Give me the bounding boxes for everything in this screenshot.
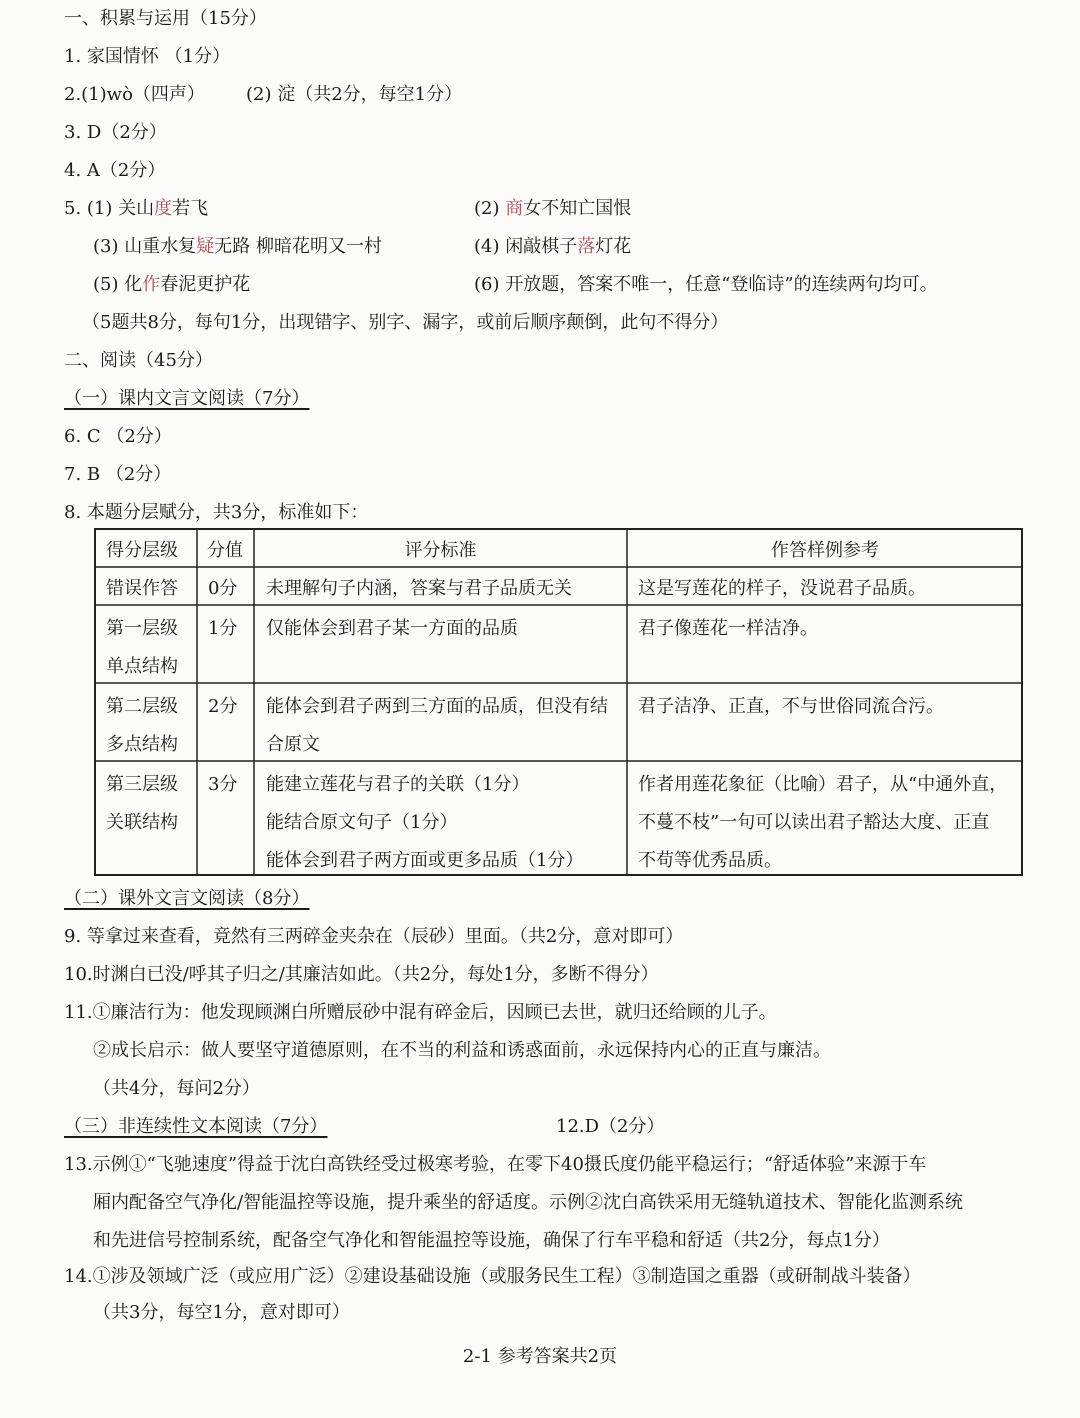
answer-q1: 1. 家国情怀 （1分） bbox=[64, 46, 231, 67]
table-cell-score: 3分 bbox=[208, 774, 238, 795]
table-cell-score: 2分 bbox=[208, 696, 238, 717]
answer-q8-intro: 8. 本题分层赋分，共3分，标准如下： bbox=[64, 502, 369, 523]
answer-q5-item1: 5. (1) 关山度若飞 bbox=[64, 198, 209, 219]
answer-q5-item4: (4) 闲敲棋子落灯花 bbox=[474, 236, 632, 257]
answer-q11-note: （共4分，每问2分） bbox=[93, 1078, 260, 1099]
table-header-level: 得分层级 bbox=[106, 540, 178, 561]
page-footer: 2-1 参考答案共2页 bbox=[462, 1346, 618, 1367]
answer-q14-note: （共3分，每空1分，意对即可） bbox=[93, 1302, 350, 1323]
answer-q3: 3. D（2分） bbox=[64, 122, 167, 143]
answer-q6: 6. C （2分） bbox=[64, 426, 172, 447]
answer-q5-item6: (6) 开放题，答案不唯一，任意“登临诗”的连续两句均可。 bbox=[474, 274, 938, 295]
answer-q9: 9. 等拿过来查看，竟然有三两碎金夹杂在（辰砂）里面。（共2分，意对即可） bbox=[64, 926, 684, 947]
table-header-criteria: 评分标准 bbox=[404, 540, 477, 561]
table-cell-level: 多点结构 bbox=[106, 734, 178, 755]
answer-q2-part1: 2.(1)wò（四声） bbox=[64, 84, 205, 105]
table-cell-sample: 这是写莲花的样子，没说君子品质。 bbox=[638, 578, 926, 599]
answer-q5-item2: (2) 商女不知亡国恨 bbox=[474, 198, 632, 219]
table-cell-level: 单点结构 bbox=[106, 656, 178, 677]
answer-q13-line3: 和先进信号控制系统，配备空气净化和智能温控等设施，确保了行车平稳和舒适（共2分，每点1分） bbox=[93, 1230, 890, 1251]
answer-q11-line2: ②成长启示：做人要坚守道德原则，在不当的利益和诱惑面前，永远保持内心的正直与廉洁。 bbox=[93, 1040, 831, 1061]
scoring-table bbox=[94, 528, 1023, 876]
table-header-score: 分值 bbox=[207, 540, 243, 561]
table-cell-sample: 不蔓不枝”一句可以读出君子豁达大度、正直 bbox=[638, 812, 990, 833]
answer-q5-note: （5题共8分，每句1分，出现错字、别字、漏字，或前后顺序颠倒，此句不得分） bbox=[82, 312, 729, 333]
table-cell-level: 第三层级 bbox=[106, 774, 178, 795]
answer-q5-item5: (5) 化作春泥更护花 bbox=[93, 274, 251, 295]
answer-q7: 7. B （2分） bbox=[64, 464, 172, 485]
table-cell-sample: 君子洁净、正直，不与世俗同流合污。 bbox=[638, 696, 944, 717]
correction-mark: 疑 bbox=[196, 236, 215, 257]
correction-mark: 商 bbox=[505, 198, 524, 219]
answer-q13-line2: 厢内配备空气净化/智能温控等设施，提升乘坐的舒适度。示例②沈白高铁采用无缝轨道技术、智能化监测系统 bbox=[93, 1192, 964, 1213]
table-cell-criteria: 能结合原文句子（1分） bbox=[266, 812, 458, 833]
answer-q4: 4. A（2分） bbox=[64, 160, 166, 181]
table-cell-score: 1分 bbox=[208, 618, 238, 639]
answer-q14-line1: 14.①涉及领域广泛（或应用广泛）②建设基础设施（或服务民生工程）③制造国之重器（或研制战斗装备） bbox=[64, 1266, 921, 1287]
table-cell-level: 第一层级 bbox=[106, 618, 178, 639]
section1-title: 一、积累与运用（15分） bbox=[64, 8, 267, 29]
part2-title: （二）课外文言文阅读（8分） bbox=[64, 888, 310, 909]
table-cell-sample: 不苟等优秀品质。 bbox=[638, 850, 782, 871]
table-header-sample: 作答样例参考 bbox=[771, 540, 879, 561]
table-cell-sample: 作者用莲花象征（比喻）君子，从“中通外直， bbox=[638, 774, 1008, 795]
correction-mark: 度 bbox=[154, 198, 173, 219]
table-cell-level: 第二层级 bbox=[106, 696, 178, 717]
section2-title: 二、阅读（45分） bbox=[64, 350, 213, 371]
table-cell-criteria: 能建立莲花与君子的关联（1分） bbox=[266, 774, 530, 795]
table-cell-level: 错误作答 bbox=[106, 578, 178, 599]
answer-q2-part2: (2) 淀（共2分，每空1分） bbox=[246, 84, 463, 105]
answer-q5-item3: (3) 山重水复疑无路 柳暗花明又一村 bbox=[93, 236, 382, 257]
answer-q10: 10.时渊白已没/呼其子归之/其廉洁如此。（共2分，每处1分，多断不得分） bbox=[64, 964, 659, 985]
correction-mark: 作 bbox=[142, 274, 161, 295]
answer-q11-line1: 11.①廉洁行为：他发现顾渊白所赠辰砂中混有碎金后，因顾已去世，就归还给顾的儿子。 bbox=[64, 1002, 777, 1023]
table-cell-criteria: 合原文 bbox=[266, 734, 320, 755]
part1-title: （一）课内文言文阅读（7分） bbox=[64, 388, 310, 409]
table-cell-criteria: 仅能体会到君子某一方面的品质 bbox=[266, 618, 518, 639]
table-cell-level: 关联结构 bbox=[106, 812, 178, 833]
table-cell-criteria: 能体会到君子两方面或更多品质（1分） bbox=[266, 850, 584, 871]
table-cell-criteria: 未理解句子内涵，答案与君子品质无关 bbox=[266, 578, 572, 599]
answer-q13-line1: 13.示例①“飞驰速度”得益于沈白高铁经受过极寒考验，在零下40摄氏度仍能平稳运行；“舒适体验”来源于车 bbox=[64, 1154, 927, 1175]
table-cell-sample: 君子像莲花一样洁净。 bbox=[638, 618, 818, 639]
answer-q12: 12.D（2分） bbox=[556, 1116, 665, 1137]
table-cell-score: 0分 bbox=[208, 578, 238, 599]
correction-mark: 落 bbox=[577, 236, 596, 257]
part3-title: （三）非连续性文本阅读（7分） bbox=[64, 1116, 328, 1137]
table-cell-criteria: 能体会到君子两到三方面的品质，但没有结 bbox=[266, 696, 608, 717]
